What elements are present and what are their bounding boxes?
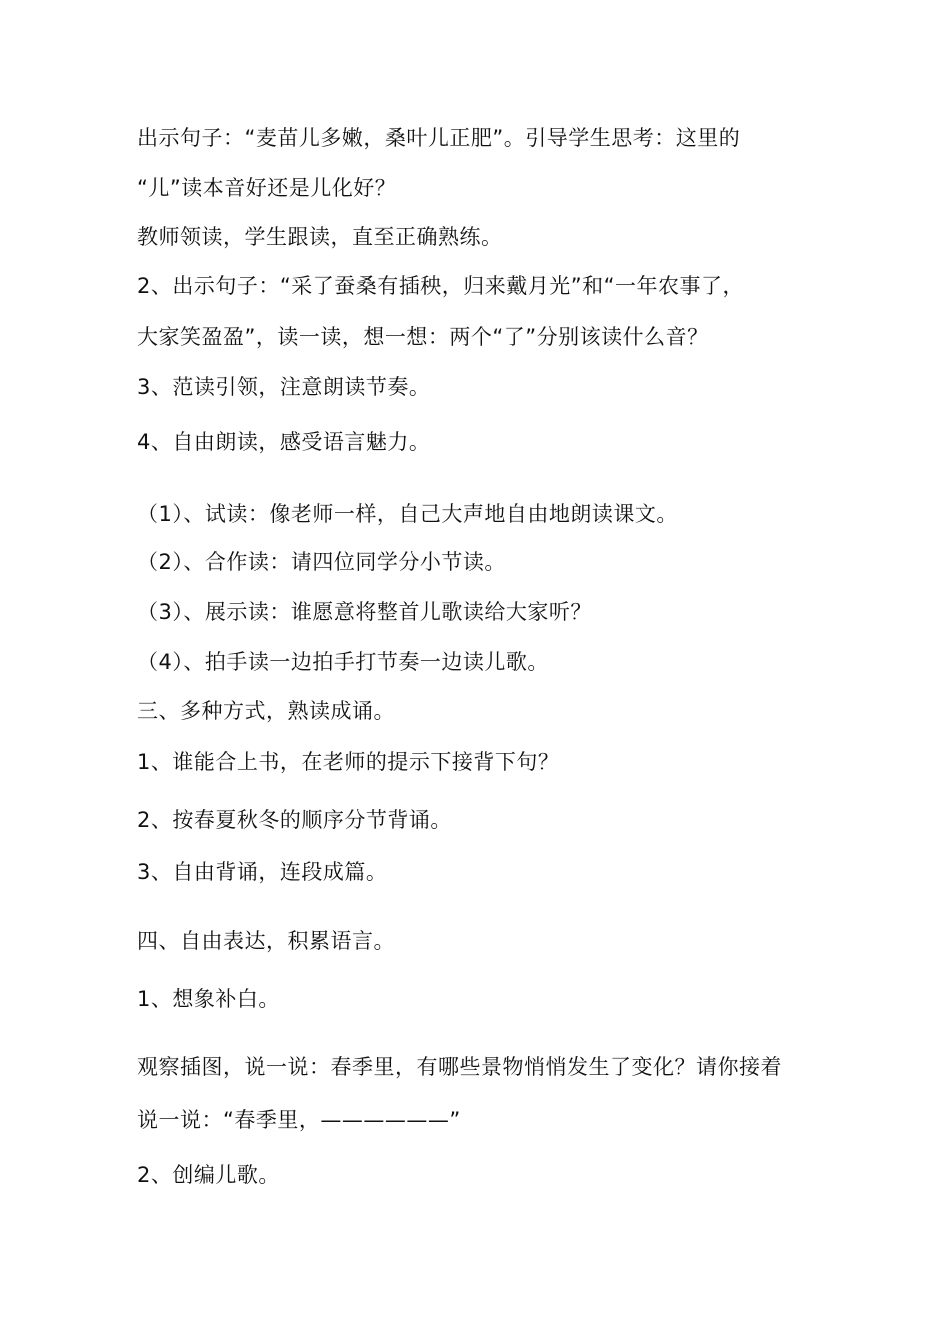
list-item: 2、按春夏秋冬的顺序分节背诵。: [137, 808, 452, 832]
list-item: 3、自由背诵，连段成篇。: [137, 860, 388, 884]
list-item: （3）、展示读：谁愿意将整首儿歌读给大家听？: [137, 600, 592, 624]
list-item: 1、谁能合上书，在老师的提示下接背下句？: [137, 750, 560, 774]
list-item: 1、想象补白。: [137, 987, 280, 1011]
list-item: （1）、试读：像老师一样，自己大声地自由地朗读课文。: [137, 502, 678, 526]
paragraph-line: “儿”读本音好还是儿化好？: [137, 176, 397, 200]
paragraph-line: 大家笑盈盈”，读一读，想一想：两个“了”分别该读什么音？: [137, 325, 709, 349]
section-heading: 三、多种方式，熟读成诵。: [137, 699, 395, 723]
list-item: 2、创编儿歌。: [137, 1163, 280, 1187]
paragraph-line: 2、出示句子：“采了蚕桑有插秧，归来戴月光”和“一年农事了，: [137, 274, 744, 298]
section-heading: 四、自由表达，积累语言。: [137, 929, 395, 953]
paragraph-line: 4、自由朗读，感受语言魅力。: [137, 430, 431, 454]
list-item: （2）、合作读：请四位同学分小节读。: [137, 550, 506, 574]
paragraph-line: 3、范读引领，注意朗读节奏。: [137, 375, 431, 399]
paragraph-line: 教师领读，学生跟读，直至正确熟练。: [137, 225, 503, 249]
paragraph-line: 出示句子：“麦苗儿多嫩，桑叶儿正肥”。引导学生思考：这里的: [137, 126, 741, 150]
list-item: （4）、拍手读一边拍手打节奏一边读儿歌。: [137, 650, 549, 674]
paragraph-line: 说一说：“春季里，——————”: [137, 1108, 461, 1132]
paragraph-line: 观察插图，说一说：春季里，有哪些景物悄悄发生了变化？请你接着: [137, 1055, 782, 1079]
